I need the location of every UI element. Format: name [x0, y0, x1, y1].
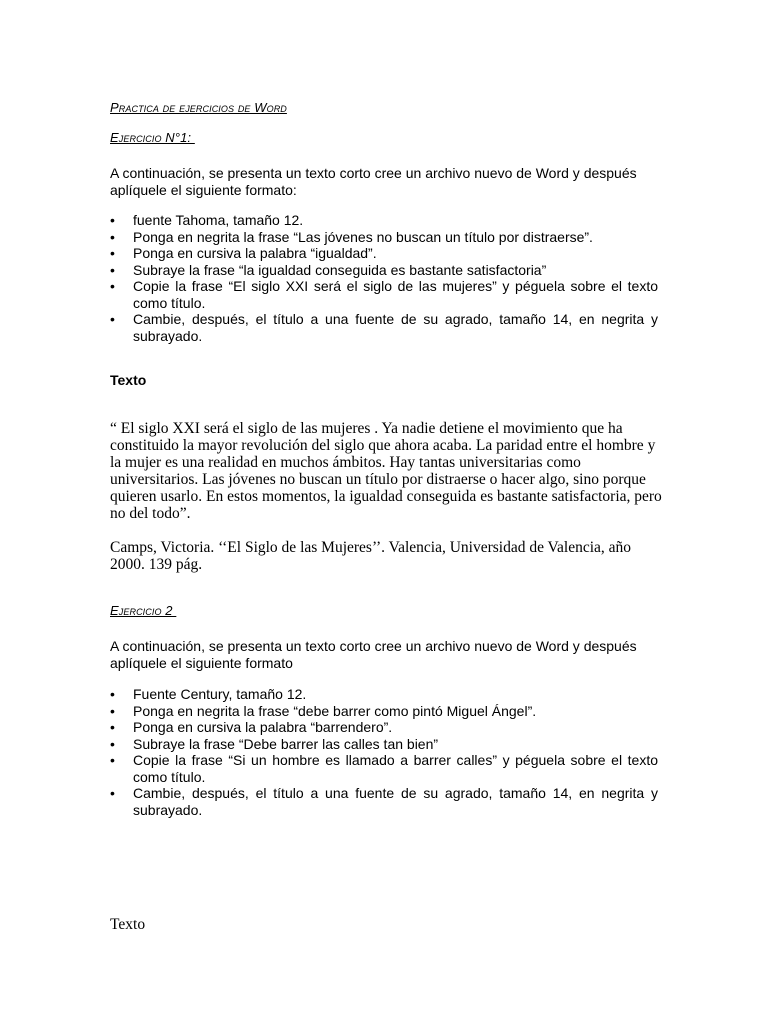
exercise-1-text-label: Texto — [110, 372, 147, 388]
list-item: • Copie la frase “El siglo XXI será el siglo de las mujeres” y péguela sobre el texto como título. — [110, 278, 658, 311]
exercise-2-text-label: Texto — [110, 916, 146, 933]
exercise-1-quote: “ El siglo XXI será el siglo de las mujeres . Ya nadie detiene el movimiento que ha constituido la mayor revolución del siglo que ahora acaba. La paridad entre el hombre y la mujer es una realidad en muchos ámbitos. Hay tantas universitarias como universitarios. Las jóvenes no buscan un título por distraerse o hacer algo, sino porque quieren usarlo. En estos momentos, la igualdad conseguida es bastante satisfactoria, pero no del todo”. — [110, 420, 662, 522]
exercise-1-citation: Camps, Victoria. ‘‘El Siglo de las Mujeres’’. Valencia, Universidad de Valencia, año 2000. 139 pág. — [110, 539, 632, 573]
exercise-2-title: Ejercicio 2 — [110, 603, 177, 618]
exercise-2-instructions — [110, 686, 658, 818]
list-item: • Cambie, después, el título a una fuente de su agrado, tamaño 14, en negrita y subrayado. — [110, 785, 658, 818]
document-heading: Practica de ejercicios de Word — [110, 100, 287, 115]
exercise-2-intro: A continuación, se presenta un texto corto cree un archivo nuevo de Word y después aplíquele el siguiente formato — [110, 638, 637, 671]
list-item: • Copie la frase “Si un hombre es llamado a barrer calles” y péguela sobre el texto como título. — [110, 752, 658, 785]
list-item: • Ponga en cursiva la palabra “igualdad”. — [110, 245, 658, 262]
list-item: • Ponga en negrita la frase “debe barrer como pintó Miguel Ángel”. — [110, 703, 658, 720]
exercise-1-title: Ejercicio N°1: — [110, 130, 195, 145]
list-item: • Ponga en cursiva la palabra “barrendero”. — [110, 719, 658, 736]
exercise-1-intro: A continuación, se presenta un texto corto cree un archivo nuevo de Word y después aplíquele el siguiente formato: — [110, 165, 637, 198]
list-item: • fuente Tahoma, tamaño 12. — [110, 212, 658, 229]
list-item: • Subraye la frase “Debe barrer las calles tan bien” — [110, 736, 658, 753]
exercise-1-instructions — [110, 212, 658, 344]
list-item: • Ponga en negrita la frase “Las jóvenes no buscan un título por distraerse”. — [110, 229, 658, 246]
list-item: • Fuente Century, tamaño 12. — [110, 686, 658, 703]
list-item: • Cambie, después, el título a una fuente de su agrado, tamaño 14, en negrita y subrayado. — [110, 311, 658, 344]
list-item: • Subraye la frase “la igualdad conseguida es bastante satisfactoria” — [110, 262, 658, 279]
